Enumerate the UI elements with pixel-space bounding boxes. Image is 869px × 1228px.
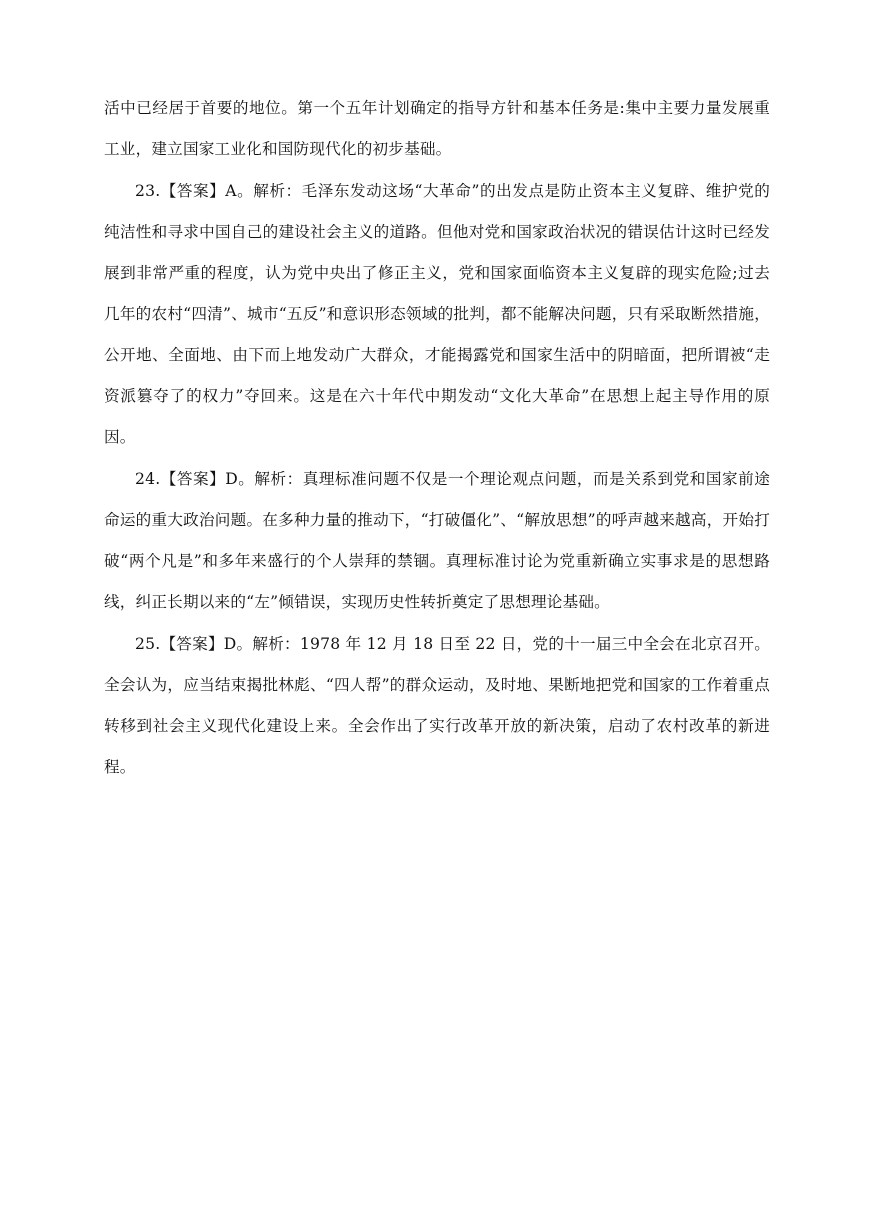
paragraph-answer-25: 25.【答案】D。解析：1978 年 12 月 18 日至 22 日，党的十一届三中全会在北京召开。全会认为，应当结束揭批林彪、“四人帮”的群众运动，及时地、果断地把党和国家的工作着重点转移到社会主义现代化建设上来。全会作出了实行改革开放的新决策，启动了农村改革的新进程。: [104, 635, 770, 776]
paragraph-answer-22-continuation: 活中已经居于首要的地位。第一个五年计划确定的指导方针和基本任务是:集中主要力量发展重工业，建立国家工业化和国防现代化的初步基础。: [104, 99, 770, 158]
document-body: [104, 88, 770, 788]
paragraph-answer-24: 24.【答案】D。解析：真理标准问题不仅是一个理论观点问题，而是关系到党和国家前途命运的重大政治问题。在多种力量的推动下，“打破僵化”、“解放思想”的呼声越来越高，开始打破“两个凡是”和多年来盛行的个人崇拜的禁锢。真理标准讨论为党重新确立实事求是的思想路线，纠正长期以来的“左”倾错误，实现历史性转折奠定了思想理论基础。: [104, 470, 770, 611]
paragraph-answer-23: 23.【答案】A。解析：毛泽东发动这场“大革命”的出发点是防止资本主义复辟、维护党的纯洁性和寻求中国自己的建设社会主义的道路。但他对党和国家政治状况的错误估计这时已经发展到非常严重的程度，认为党中央出了修正主义，党和国家面临资本主义复辟的现实危险;过去几年的农村“四清”、城市“五反”和意识形态领域的批判，都不能解决问题，只有采取断然措施，公开地、全面地、由下而上地发动广大群众，才能揭露党和国家生活中的阴暗面，把所谓被“走资派篡夺了的权力”夺回来。这是在六十年代中期发动“文化大革命”在思想上起主导作用的原因。: [104, 182, 770, 446]
